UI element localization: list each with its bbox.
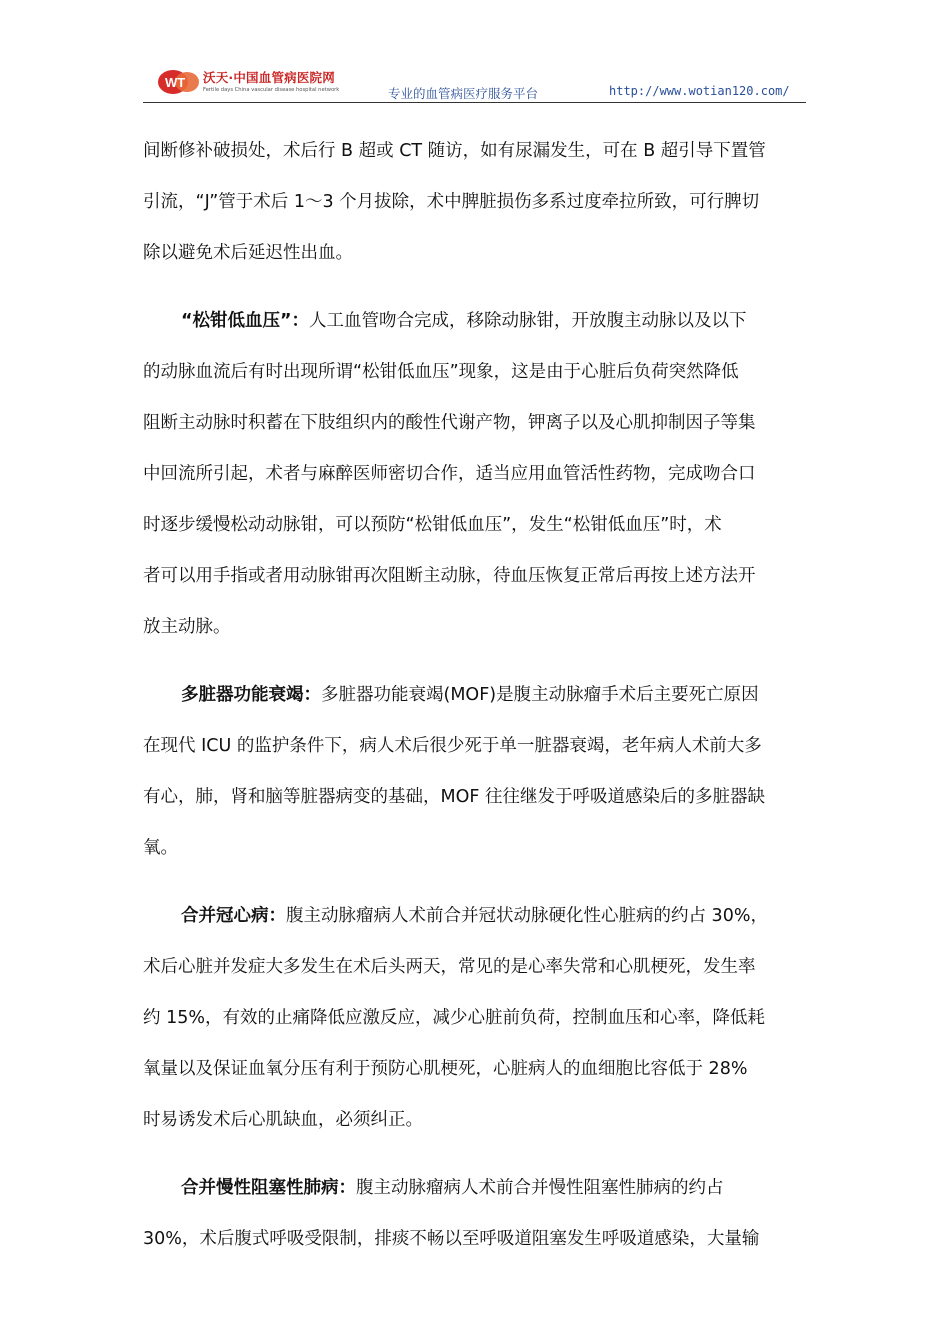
text-line: 间断修补破损处，术后行 B 超或 CT 随访，如有尿漏发生，可在 B 超引导下置管: [143, 141, 766, 161]
text-line: 有心，肺，肾和脑等脏器病变的基础，MOF 往往继发于呼吸道感染后的多脏器缺: [143, 787, 765, 807]
text-run: 人工血管吻合完成，移除动脉钳，开放腹主动脉以及以下: [309, 311, 747, 331]
header-url-link[interactable]: http://www.wotian120.com/: [609, 84, 790, 98]
text-run: 腹主动脉瘤病人术前合并慢性阻塞性肺病的约占: [356, 1178, 724, 1198]
svg-text:WT: WT: [165, 75, 186, 90]
text-line: 引流，“J”管于术后 1～3 个月拔除，术中脾脏损伤多系过度牵拉所致，可行脾切: [143, 192, 760, 212]
paragraph-repair: [143, 126, 806, 279]
text-run: 腹主动脉瘤病人术前合并冠状动脉硬化性心脏病的约占 30%，: [286, 906, 768, 926]
site-logo[interactable]: [157, 66, 357, 98]
text-line: 在现代 ICU 的监护条件下，病人术后很少死于单一脏器衰竭，老年病人术前大多: [143, 736, 762, 756]
text-line: 的动脉血流后有时出现所谓“松钳低血压”现象，这是由于心脏后负荷突然降低: [143, 362, 739, 382]
section-term: 多脏器功能衰竭：: [181, 685, 321, 705]
text-line: 时易诱发术后心肌缺血，必须纠正。: [143, 1110, 423, 1130]
paragraph-declamping-hypotension: [143, 296, 806, 653]
text-line: 时逐步缓慢松动动脉钳，可以预防“松钳低血压”，发生“松钳低血压”时，术: [143, 515, 722, 535]
section-term: “松钳低血压”：: [181, 311, 310, 331]
paragraph-coronary-disease: [143, 891, 806, 1146]
text-line: 者可以用手指或者用动脉钳再次阻断主动脉，待血压恢复正常后再按上述方法开: [143, 566, 756, 586]
text-line: [143, 891, 806, 942]
text-line: 阻断主动脉时积蓄在下肢组织内的酸性代谢产物，钾离子以及心肌抑制因子等集: [143, 413, 756, 433]
text-line: 氧量以及保证血氧分压有利于预防心肌梗死，心脏病人的血细胞比容低于 28%: [143, 1059, 748, 1079]
text-line: 放主动脉。: [143, 617, 231, 637]
paragraph-multiple-organ-failure: [143, 670, 806, 874]
text-line: [143, 1163, 806, 1214]
document-body: [143, 126, 806, 1282]
section-term: 合并慢性阻塞性肺病：: [181, 1178, 356, 1198]
logo-subtitle: Fertile days China vascular disease hospital network: [203, 87, 340, 93]
text-line: 术后心脏并发症大多发生在术后头两天，常见的是心率失常和心肌梗死，发生率: [143, 957, 756, 977]
header-tagline: 专业的血管病医疗服务平台: [388, 86, 539, 101]
section-term: 合并冠心病：: [181, 906, 286, 926]
logo-mark-icon: [157, 68, 201, 96]
text-line: 30%，术后腹式呼吸受限制，排痰不畅以至呼吸道阻塞发生呼吸道感染，大量输: [143, 1229, 760, 1249]
paragraph-copd: [143, 1163, 806, 1265]
text-line: [143, 296, 806, 347]
text-line: 除以避免术后延迟性出血。: [143, 243, 353, 263]
page-header: [143, 62, 806, 103]
text-line: 氧。: [143, 838, 178, 858]
text-line: 约 15%，有效的止痛降低应激反应，减少心脏前负荷，控制血压和心率，降低耗: [143, 1008, 765, 1028]
text-run: 多脏器功能衰竭(MOF)是腹主动脉瘤手术后主要死亡原因: [321, 685, 759, 705]
text-line: 中回流所引起，术者与麻醉医师密切合作，适当应用血管活性药物，完成吻合口: [143, 464, 756, 484]
text-line: [143, 670, 806, 721]
logo-title: 沃天·中国血管病医院网: [203, 70, 335, 85]
